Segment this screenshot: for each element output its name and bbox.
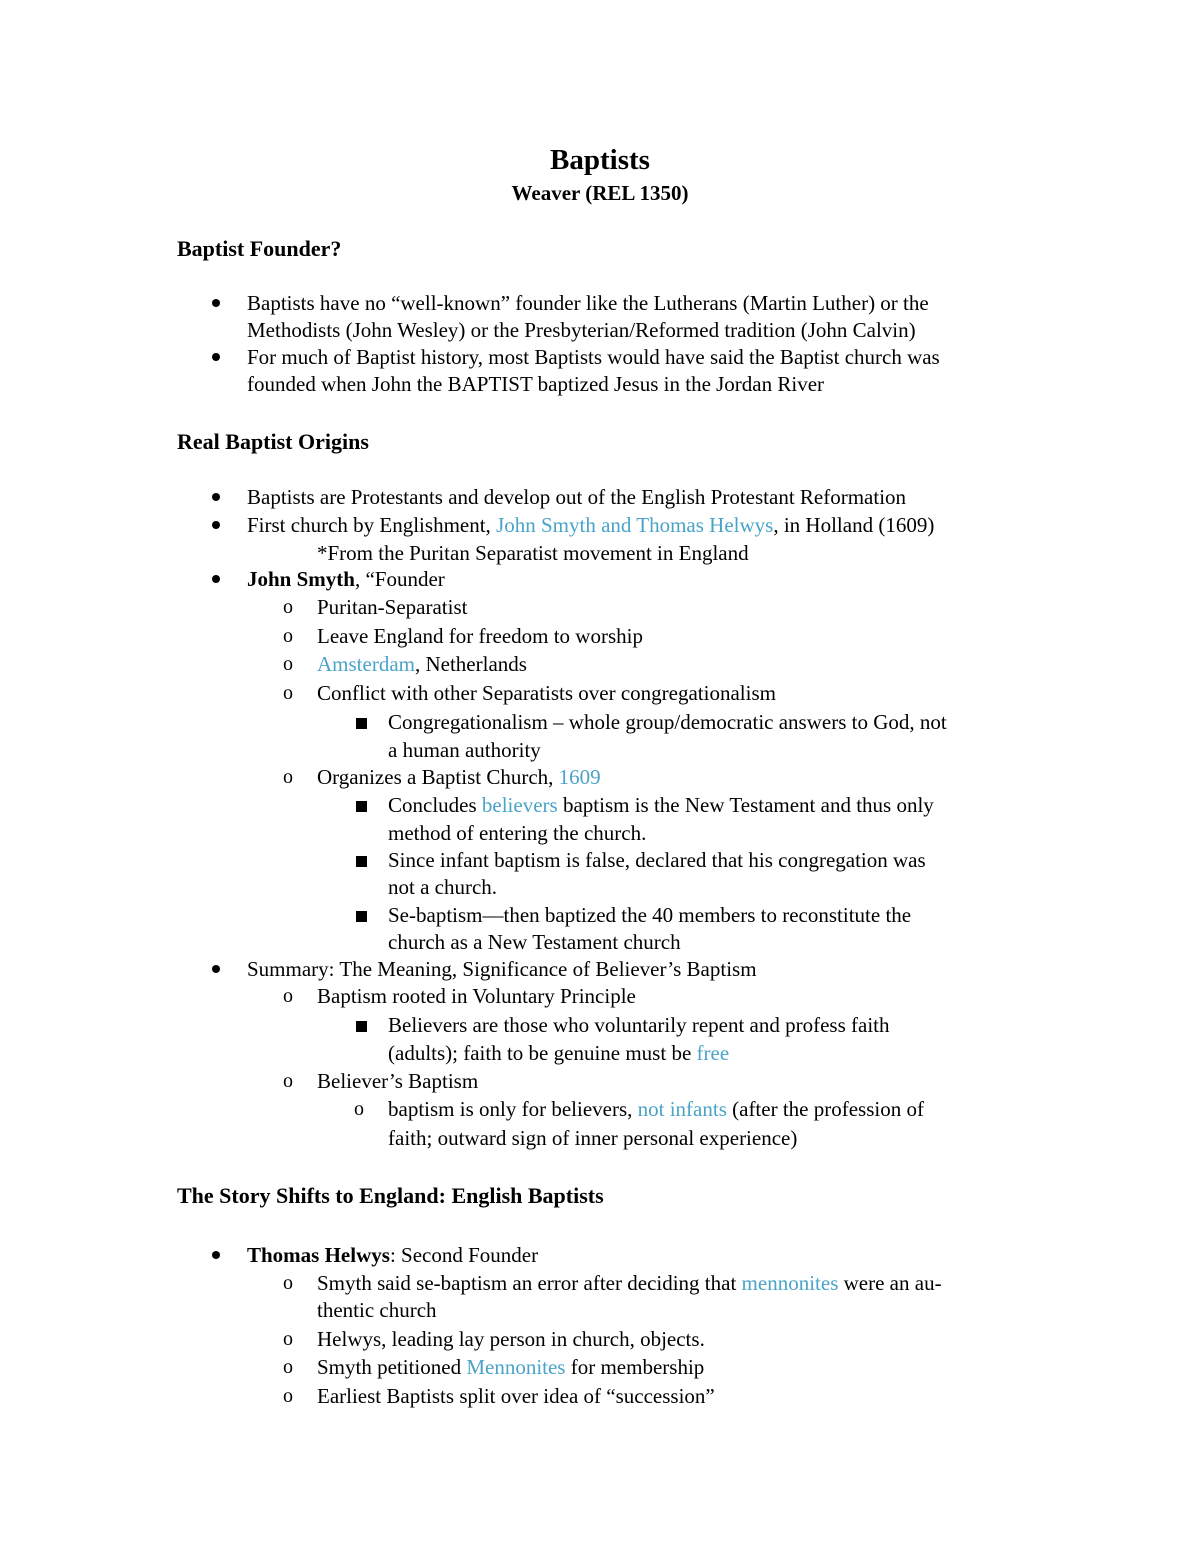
- text-run: for membership: [565, 1355, 705, 1379]
- text-run: Organizes a Baptist Church,: [317, 765, 559, 789]
- text-line: Earliest Baptists split over idea of “succession”: [317, 1384, 715, 1408]
- text-line: method of entering the church.: [388, 821, 647, 845]
- text-line: Believer’s Baptism: [317, 1069, 479, 1093]
- link-smyth-helwys[interactable]: John Smyth and Thomas Helwys: [496, 513, 774, 537]
- text-line: founded when John the BAPTIST baptized Jesus in the Jordan River: [247, 372, 825, 396]
- text-run: , Netherlands: [414, 652, 527, 676]
- link-not-infants[interactable]: not infants: [637, 1097, 727, 1121]
- link-amsterdam[interactable]: Amsterdam: [317, 652, 415, 676]
- text-run: (adults); faith to be genuine must be: [388, 1041, 697, 1065]
- text-run: Concludes: [388, 793, 482, 817]
- bullet-circle: o: [283, 682, 293, 704]
- text-line: [388, 1096, 924, 1123]
- text-run: , “Founder: [354, 567, 445, 591]
- bullet-square: [356, 911, 367, 922]
- text-line: Conflict with other Separatists over congregationalism: [317, 681, 776, 705]
- text-line: Baptists are Protestants and develop out of the English Protestant Reformation: [247, 485, 907, 509]
- text-line: [388, 792, 934, 819]
- link-free[interactable]: free: [696, 1041, 730, 1065]
- text-line: thentic church: [317, 1298, 437, 1322]
- bullet-square: [356, 801, 367, 812]
- text-line: Helwys, leading lay person in church, objects.: [317, 1327, 705, 1351]
- link-believers[interactable]: believers: [481, 793, 558, 817]
- text-run: : Second Founder: [389, 1243, 539, 1267]
- bullet-circle: o: [283, 1328, 293, 1350]
- bullet-circle: o: [283, 1356, 293, 1378]
- link-mennonites-2[interactable]: Mennonites: [466, 1355, 566, 1379]
- bullet-circle: o: [283, 596, 293, 618]
- link-1609[interactable]: 1609: [558, 765, 601, 789]
- text-line: [317, 1270, 942, 1297]
- text-line: Puritan-Separatist: [317, 595, 468, 619]
- text-line: Methodists (John Wesley) or the Presbyterian/Reformed tradition (John Calvin): [247, 318, 916, 342]
- bullet-disc: [212, 1251, 220, 1259]
- text-line: not a church.: [388, 875, 498, 899]
- bullet-circle: o: [283, 653, 293, 675]
- text-line: [317, 1354, 704, 1381]
- text-line: [317, 651, 527, 678]
- page-title: Baptists: [550, 144, 650, 176]
- text-line: *From the Puritan Separatist movement in England: [317, 541, 749, 565]
- text-run: First church by Englishment,: [247, 513, 497, 537]
- heading-english-baptists: The Story Shifts to England: English Baptists: [177, 1183, 604, 1208]
- text-line: faith; outward sign of inner personal experience): [388, 1126, 798, 1150]
- bullet-circle: o: [283, 766, 293, 788]
- bullet-square: [356, 718, 367, 729]
- bullet-circle: o: [283, 1385, 293, 1407]
- bullet-square: [356, 1021, 367, 1032]
- bullet-disc: [212, 353, 220, 361]
- text-line: [247, 566, 445, 593]
- bullet-circle: o: [283, 1070, 293, 1092]
- text-line: For much of Baptist history, most Baptists would have said the Baptist church was: [247, 345, 940, 369]
- bullet-disc: [212, 493, 220, 501]
- text-run: Smyth said se-baptism an error after deciding that: [317, 1271, 742, 1295]
- bullet-circle: o: [354, 1098, 364, 1120]
- text-line: Leave England for freedom to worship: [317, 624, 643, 648]
- text-line: Congregationalism – whole group/democratic answers to God, not: [388, 710, 947, 734]
- text-line: Believers are those who voluntarily repent and profess faith: [388, 1013, 890, 1037]
- bullet-square: [356, 856, 367, 867]
- text-line: church as a New Testament church: [388, 930, 681, 954]
- bullet-circle: o: [283, 625, 293, 647]
- bullet-circle: o: [283, 1272, 293, 1294]
- text-run: baptism is only for believers,: [388, 1097, 638, 1121]
- bold-name: John Smyth: [247, 567, 355, 591]
- text-line: Se-baptism—then baptized the 40 members to reconstitute the: [388, 903, 912, 927]
- text-line: Since infant baptism is false, declared that his congregation was: [388, 848, 926, 872]
- heading-baptist-founder: Baptist Founder?: [177, 236, 342, 261]
- bullet-disc: [212, 965, 220, 973]
- text-run: Smyth petitioned: [317, 1355, 467, 1379]
- text-run: were an au-: [838, 1271, 942, 1295]
- bullet-circle: o: [283, 985, 293, 1007]
- bullet-disc: [212, 299, 220, 307]
- text-run: , in Holland (1609): [773, 513, 935, 537]
- bullet-disc: [212, 575, 220, 583]
- text-line: Summary: The Meaning, Significance of Believer’s Baptism: [247, 957, 757, 981]
- text-run: (after the profession of: [726, 1097, 924, 1121]
- text-line: Baptism rooted in Voluntary Principle: [317, 984, 636, 1008]
- text-line: Baptists have no “well-known” founder like the Lutherans (Martin Luther) or the: [247, 291, 929, 315]
- text-line: [247, 1242, 538, 1269]
- text-line: [317, 764, 601, 791]
- page-subtitle: Weaver (REL 1350): [511, 181, 689, 205]
- heading-real-baptist-origins: Real Baptist Origins: [177, 429, 369, 454]
- bold-name: Thomas Helwys: [247, 1243, 390, 1267]
- text-run: baptism is the New Testament and thus only: [557, 793, 934, 817]
- bullet-disc: [212, 521, 220, 529]
- text-line: [247, 512, 934, 539]
- link-mennonites[interactable]: mennonites: [741, 1271, 839, 1295]
- text-line: a human authority: [388, 738, 541, 762]
- text-line: [388, 1040, 729, 1067]
